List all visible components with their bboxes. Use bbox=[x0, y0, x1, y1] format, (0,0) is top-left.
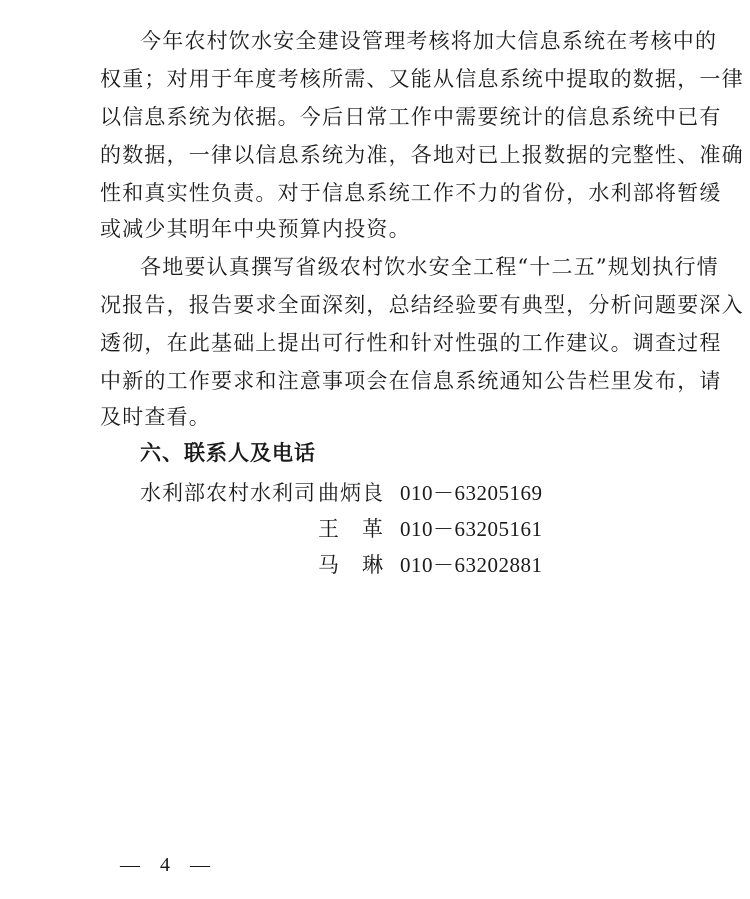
contact-name: 马 琳 bbox=[318, 553, 384, 577]
department-name: 水利部农村水利司 bbox=[140, 481, 316, 505]
contact-phone: 010－63205161 bbox=[400, 517, 543, 541]
contact-name: 曲炳良 bbox=[318, 481, 384, 505]
paragraph-line: 今年农村饮水安全建设管理考核将加大信息系统在考核中的 bbox=[140, 29, 718, 53]
paragraph-line: 或减少其明年中央预算内投资。 bbox=[100, 217, 411, 241]
paragraph-line: 各地要认真撰写省级农村饮水安全工程“十二五”规划执行情 bbox=[140, 255, 719, 279]
paragraph-line: 性和真实性负责。对于信息系统工作不力的省份，水利部将暂缓 bbox=[100, 181, 722, 205]
contact-phone: 010－63202881 bbox=[400, 553, 543, 577]
paragraph-line: 的数据，一律以信息系统为准，各地对已上报数据的完整性、准确 bbox=[100, 143, 744, 167]
paragraph-line: 以信息系统为依据。今后日常工作中需要统计的信息系统中已有 bbox=[100, 105, 722, 129]
contact-phone: 010－63205169 bbox=[400, 481, 543, 505]
paragraph-line: 权重；对用于年度考核所需、又能从信息系统中提取的数据，一律 bbox=[100, 67, 744, 91]
section-heading: 六、联系人及电话 bbox=[140, 441, 316, 465]
paragraph-line: 况报告，报告要求全面深刻，总结经验要有典型，分析问题要深入 bbox=[100, 293, 744, 317]
contact-name: 王 革 bbox=[318, 517, 384, 541]
page-number: — 4 — bbox=[120, 854, 210, 876]
paragraph-line: 及时查看。 bbox=[100, 405, 211, 429]
paragraph-line: 中新的工作要求和注意事项会在信息系统通知公告栏里发布，请 bbox=[100, 369, 722, 393]
paragraph-line: 透彻，在此基础上提出可行性和针对性强的工作建议。调查过程 bbox=[100, 331, 722, 355]
